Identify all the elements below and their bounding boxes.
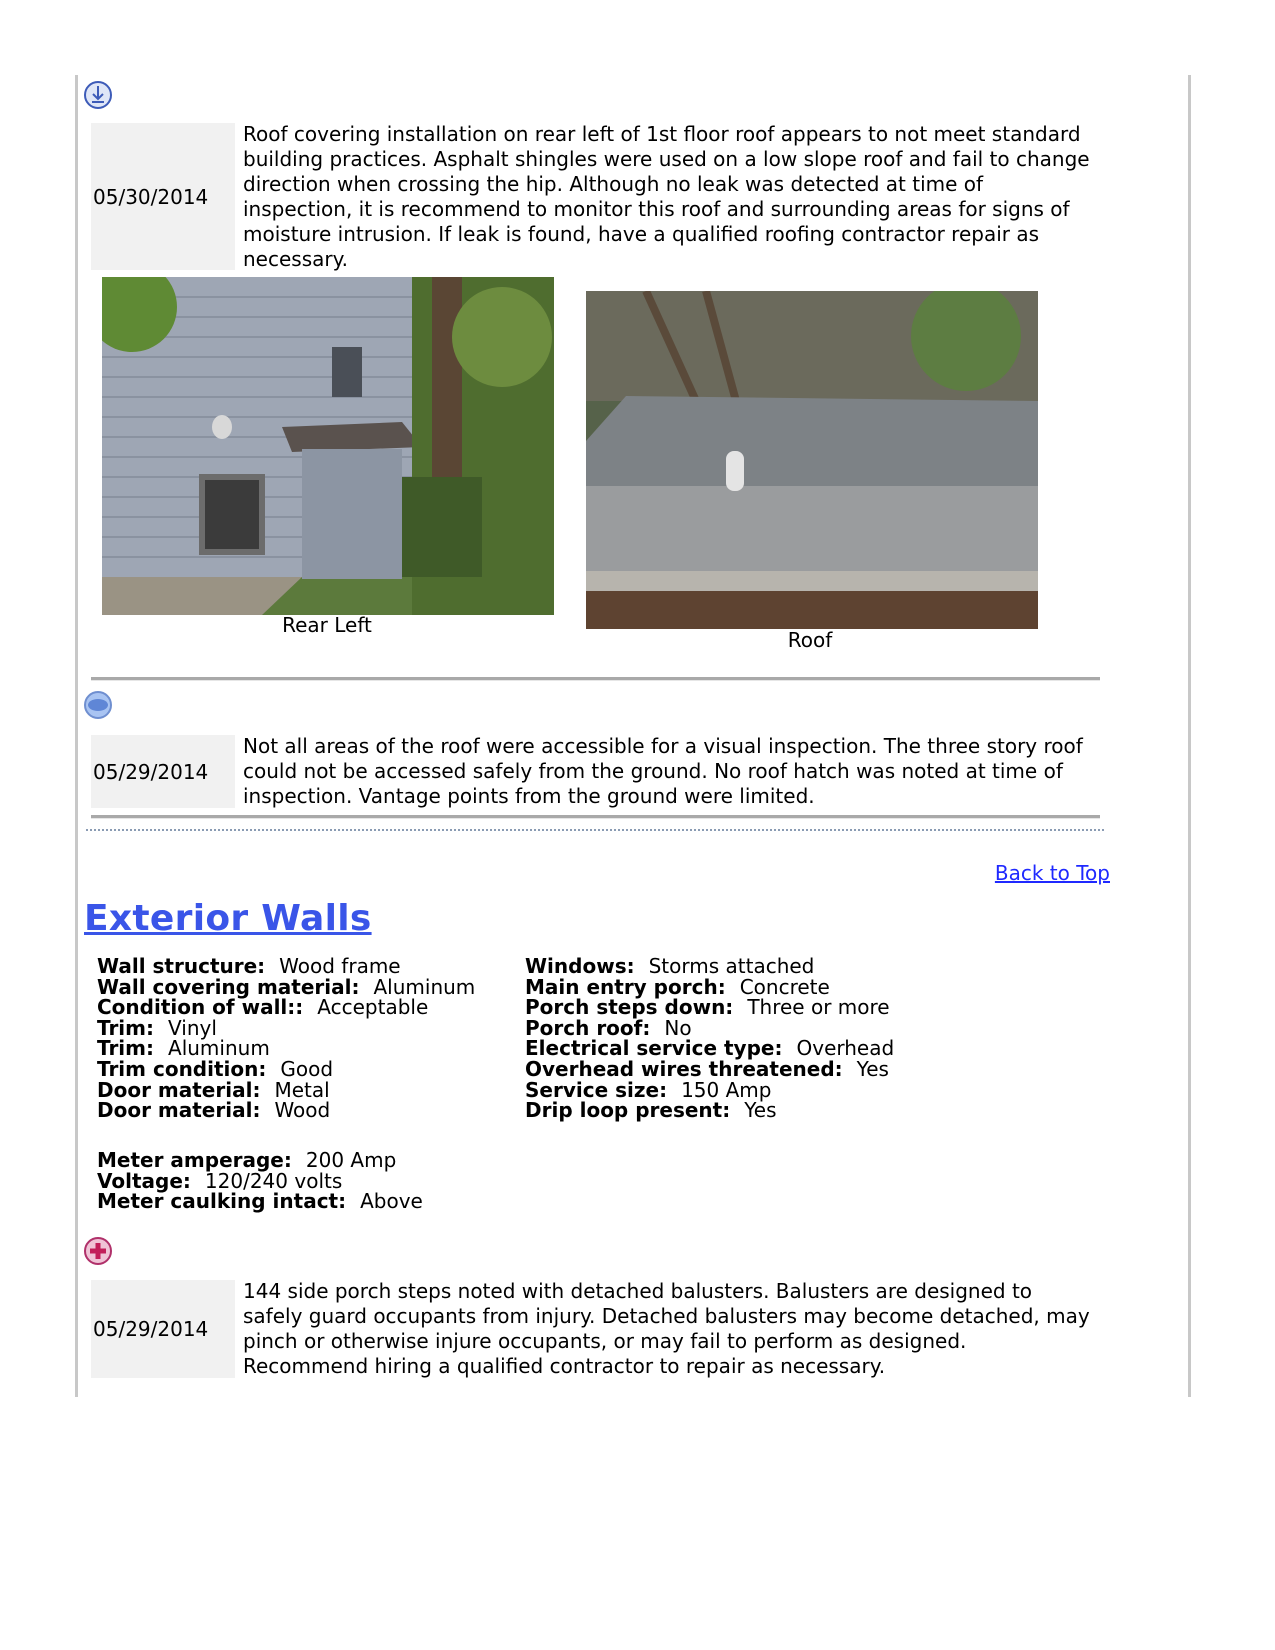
info-icon [83,690,113,720]
section-title[interactable]: Exterior Walls [84,898,372,939]
divider [91,677,1100,681]
spec-row: Drip loop present: Yes [525,1098,777,1123]
spec-row: Overhead wires threatened: Yes [525,1056,889,1081]
comment-text: Roof covering installation on rear left of 1st floor roof appears to not meet standard building practices. Asphalt shingles were used on a low slope roof and fail to change direction when crossing the hip. Although no leak was detected at time of inspection, it is recommend to monitor this roof and surrounding areas for signs of moisture intrusion. If leak is found, have a qualified roofing contractor repair as necessary. [243,122,1090,271]
spec-row: Condition of wall:: Acceptable [97,995,429,1020]
maintenance-icon [83,80,113,110]
spec-row: Voltage: 120/240 volts [97,1168,343,1193]
back-to-top-link[interactable]: Back to Top [994,861,1110,885]
spec-row: Meter caulking intact: Above [97,1189,423,1214]
comment-text: 144 side porch steps noted with detached balusters. Balusters are designed to safely guard occupants from injury. Detached balusters may become detached, may pinch or otherwise injure occupants, or may fail to perform as designed. Recommend hiring a qualified contractor to repair as necessary. [243,1279,1090,1378]
comment-date: 05/30/2014 [91,123,235,270]
divider [91,815,1100,819]
comment-text: Not all areas of the roof were accessible for a visual inspection. The three story roof could not be accessed safely from the ground. No roof hatch was noted at time of inspection. Vantage points from the ground were limited. [243,734,1083,808]
spec-row: Main entry porch: Concrete [525,974,830,999]
comment-date: 05/29/2014 [91,1280,235,1378]
spec-row: Meter amperage: 200 Amp [97,1148,397,1172]
spec-row: Wall covering material: Aluminum [97,974,476,999]
section-divider [86,829,1104,831]
spec-row: Electrical service type: Overhead [525,1036,895,1061]
photo-caption: Rear Left [282,613,372,637]
left-spec-list [97,956,475,1121]
spec-row: Wall structure: Wood frame [97,954,401,978]
spec-row: Porch steps down: Three or more [525,995,890,1020]
spec-row: Windows: Storms attached [525,954,815,978]
spec-row: Service size: 150 Amp [525,1077,772,1102]
rear-left-photo [102,277,554,615]
spec-row: Door material: Wood [97,1098,331,1123]
right-spec-list [525,956,894,1121]
spec-row: Door material: Metal [97,1077,330,1102]
meter-spec-list [97,1150,423,1212]
photo-caption: Roof [787,628,833,652]
spec-row: Trim: Aluminum [97,1036,270,1061]
comment-date: 05/29/2014 [91,735,235,808]
spec-row: Porch roof: No [525,1015,692,1040]
spec-row: Trim condition: Good [97,1056,334,1081]
safety-icon [83,1236,113,1266]
spec-row: Trim: Vinyl [97,1015,217,1040]
roof-photo [586,291,1038,629]
